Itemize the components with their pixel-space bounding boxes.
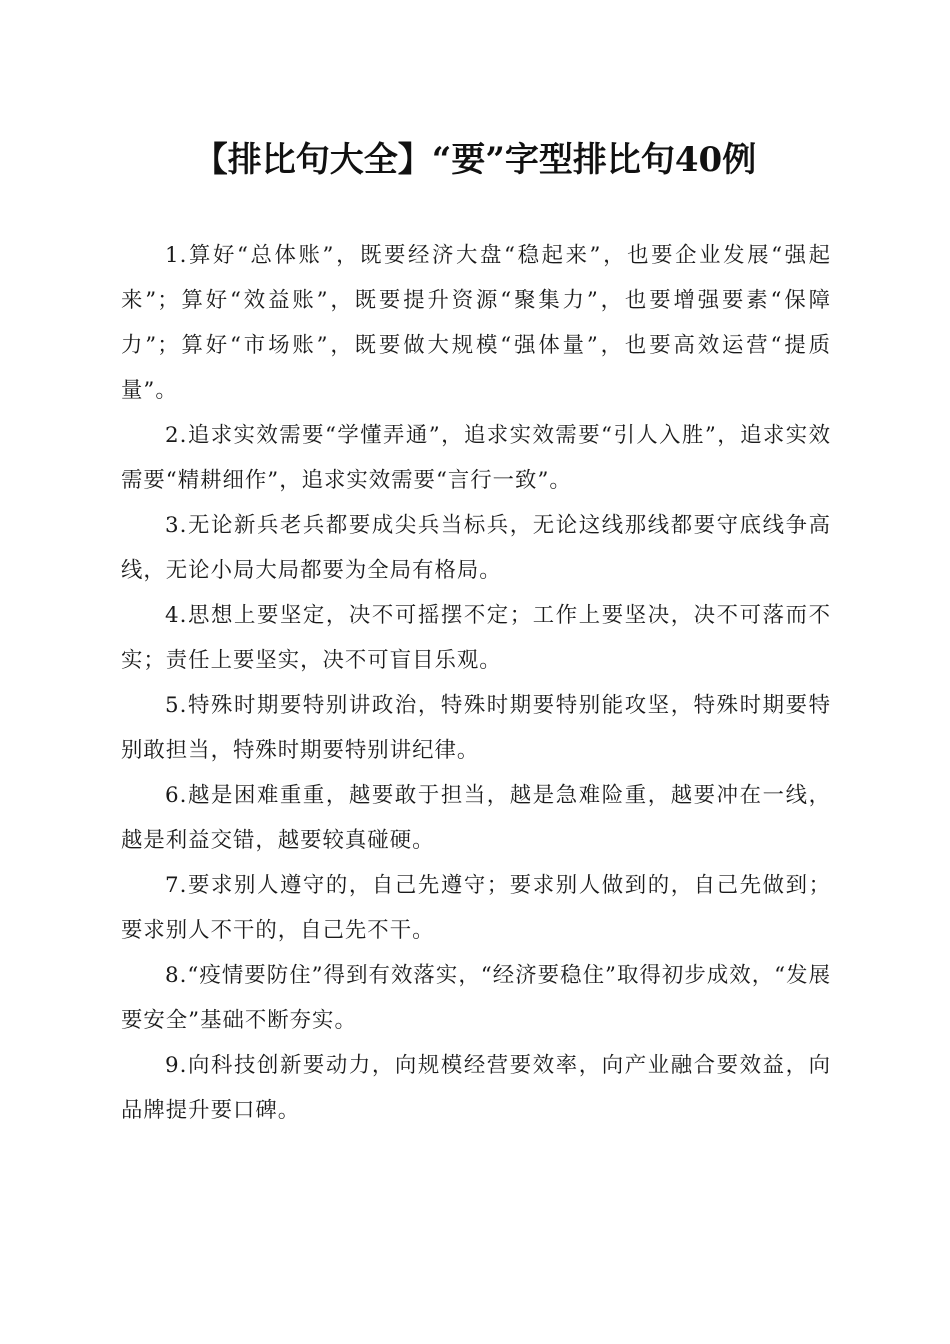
document-body <box>121 233 831 1133</box>
paragraph-2: 2.追求实效需要“学懂弄通”，追求实效需要“引人入胜”，追求实效需要“精耕细作”，追求实效需要“言行一致”。 <box>121 423 831 493</box>
paragraph-7: 7.要求别人遵守的，自己先遵守；要求别人做到的，自己先做到；要求别人不干的，自己先不干。 <box>121 873 831 943</box>
paragraph-6: 6.越是困难重重，越要敢于担当，越是急难险重，越要冲在一线，越是利益交错，越要较真碰硬。 <box>121 783 831 853</box>
paragraph-5: 5.特殊时期要特别讲政治，特殊时期要特别能攻坚，特殊时期要特别敢担当，特殊时期要特别讲纪律。 <box>121 693 831 763</box>
paragraph-1: 1.算好“总体账”，既要经济大盘“稳起来”，也要企业发展“强起来”；算好“效益账”，既要提升资源“聚集力”，也要增强要素“保障力”；算好“市场账”，既要做大规模“强体量”，也要高效运营“提质量”。 <box>121 243 831 403</box>
paragraph-3: 3.无论新兵老兵都要成尖兵当标兵，无论这线那线都要守底线争高线，无论小局大局都要为全局有格局。 <box>121 513 831 583</box>
document-title: 【排比句大全】“要”字型排比句40例 <box>193 140 757 180</box>
paragraph-8: 8.“疫情要防住”得到有效落实，“经济要稳住”取得初步成效，“发展要安全”基础不断夯实。 <box>121 963 831 1033</box>
paragraph-9: 9.向科技创新要动力，向规模经营要效率，向产业融合要效益，向品牌提升要口碑。 <box>121 1053 831 1123</box>
paragraph-4: 4.思想上要坚定，决不可摇摆不定；工作上要坚决，决不可落而不实；责任上要坚实，决不可盲目乐观。 <box>121 603 831 673</box>
